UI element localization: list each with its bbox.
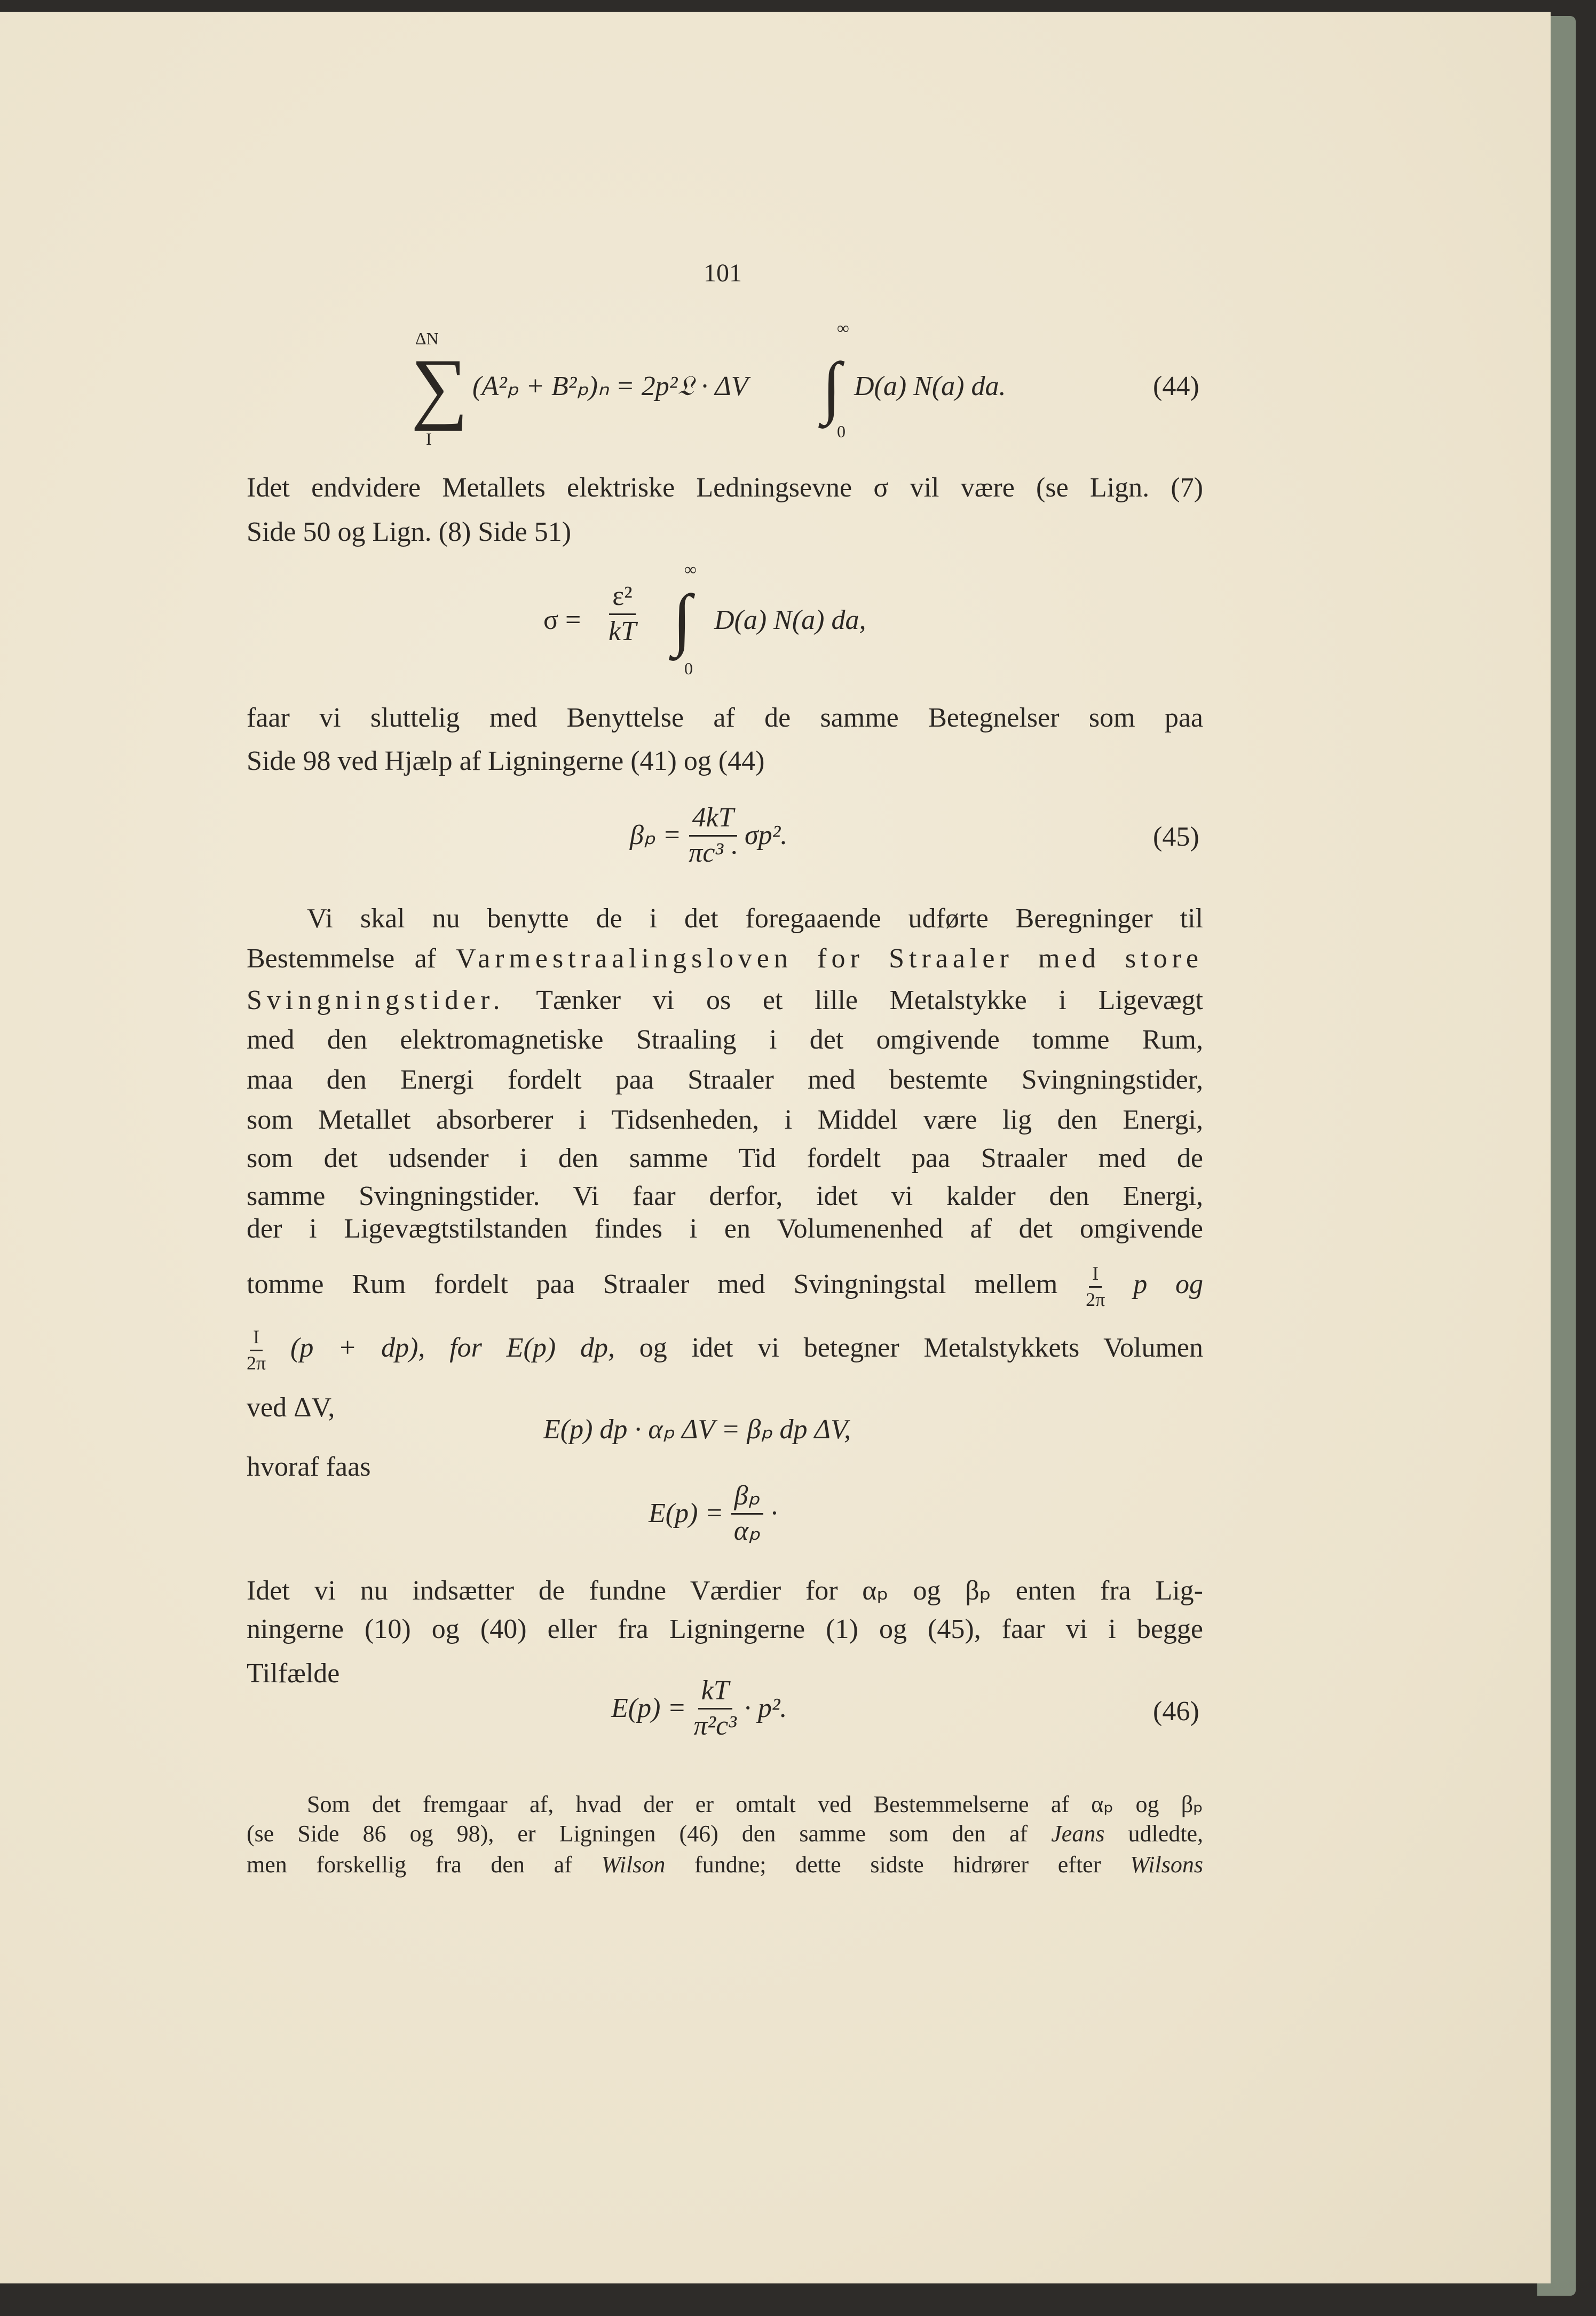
equation-rhs: σp². bbox=[745, 820, 788, 851]
equation-number: (45) bbox=[1153, 822, 1199, 852]
text-line: Side 50 og Lign. (8) Side 51) bbox=[247, 517, 572, 547]
equation-rhs: · p². bbox=[744, 1693, 787, 1724]
text-line: Som det fremgaar af, hvad der er omtalt ved Bestemmelserne af αₚ og βₚ bbox=[307, 1791, 1203, 1817]
equation-lhs: (A²ₚ + B²ₚ)ₙ = 2p²𝔏 · ΔV bbox=[472, 371, 748, 401]
text-span: og idet vi betegner Metalstykkets Volumen bbox=[639, 1333, 1203, 1364]
text-span: tomme Rum fordelt paa Straaler med Svingningstal mellem bbox=[247, 1269, 1058, 1300]
equation-lhs: σ = bbox=[543, 605, 581, 635]
numerator: I bbox=[250, 1327, 263, 1351]
text-line: som det udsender i den samme Tid fordelt paa Straaler med de bbox=[247, 1143, 1203, 1173]
text-span: Tænker vi os et lille Metalstykke i Ligevægt bbox=[536, 985, 1203, 1015]
numerator: kT bbox=[698, 1676, 732, 1710]
denominator: αₚ bbox=[733, 1515, 761, 1546]
integral-symbol: ∫ bbox=[673, 581, 692, 658]
numerator: βₚ bbox=[731, 1482, 763, 1515]
text-span: udledte, bbox=[1128, 1821, 1204, 1847]
text-span: men forskellig fra den af bbox=[247, 1852, 572, 1878]
fraction bbox=[1086, 1264, 1105, 1310]
author-name: Jeans bbox=[1051, 1821, 1105, 1847]
equation-number: (44) bbox=[1153, 371, 1199, 401]
text-line: Idet endvidere Metallets elektriske Ledningsevne σ vil være (se Lign. (7) bbox=[247, 472, 1203, 503]
text-line: med den elektromagnetiske Straaling i det omgivende tomme Rum, bbox=[247, 1025, 1203, 1055]
emphasized-text: Svingningstider. bbox=[247, 985, 505, 1015]
numerator: I bbox=[1089, 1264, 1102, 1288]
equation-lhs: βₚ = bbox=[630, 820, 682, 851]
author-name: Wilson bbox=[601, 1852, 666, 1878]
text-line: maa den Energi fordelt paa Straaler med bestemte Svingningstider, bbox=[247, 1065, 1203, 1095]
text-line: ningerne (10) og (40) eller fra Ligningerne (1) og (45), faar vi i begge bbox=[247, 1614, 1203, 1644]
integrand: D(a) N(a) da. bbox=[854, 371, 1006, 401]
text-line bbox=[247, 939, 1203, 979]
page-number: 101 bbox=[704, 259, 742, 287]
text-line bbox=[247, 1818, 1203, 1849]
author-name: Wilsons bbox=[1130, 1852, 1203, 1878]
text-line bbox=[247, 1326, 1203, 1374]
text-span: Bestemmelse af bbox=[247, 943, 436, 974]
numerator: 4kT bbox=[689, 803, 737, 837]
text-line bbox=[247, 1263, 1204, 1310]
sum-upper-limit: ΔN bbox=[415, 329, 439, 348]
integral-upper-limit: ∞ bbox=[837, 318, 849, 337]
text-line: Side 98 ved Hjælp af Ligningerne (41) og (44) bbox=[247, 746, 765, 776]
text-line: ved ΔV, bbox=[247, 1392, 335, 1423]
fraction bbox=[247, 1327, 266, 1374]
text-span: fundne; dette sidste hidrører efter bbox=[694, 1852, 1101, 1878]
numerator: ε² bbox=[609, 582, 635, 615]
integrand: D(a) N(a) da, bbox=[714, 605, 866, 635]
denominator: kT bbox=[609, 616, 636, 647]
fraction bbox=[609, 582, 636, 646]
denominator: 2π bbox=[247, 1352, 266, 1374]
text-line: Tilfælde bbox=[247, 1658, 340, 1689]
text-line: der i Ligevægtstilstanden findes i en Volumenenhed af det omgivende bbox=[247, 1214, 1203, 1244]
text-span: (p + dp), for bbox=[290, 1333, 482, 1364]
denominator: πc³ · bbox=[689, 837, 737, 868]
text-line: Vi skal nu benytte de i det foregaaende udførte Beregninger til bbox=[307, 903, 1203, 934]
text-line: hvoraf faas bbox=[247, 1452, 371, 1482]
equation-energy-balance: E(p) dp · αₚ ΔV = βₚ dp ΔV, bbox=[543, 1414, 851, 1445]
emphasized-text: Varmestraalingsloven for Straaler med store bbox=[456, 943, 1203, 974]
text-line bbox=[247, 1849, 1203, 1880]
denominator: 2π bbox=[1086, 1288, 1105, 1310]
integral-lower-limit: 0 bbox=[684, 659, 693, 678]
text-span: p og bbox=[1133, 1269, 1204, 1300]
integral-upper-limit: ∞ bbox=[684, 560, 697, 579]
text-line: faar vi sluttelig med Benyttelse af de samme Betegnelser som paa bbox=[247, 703, 1203, 733]
equation-number: (46) bbox=[1153, 1696, 1199, 1727]
sum-symbol: ∑ bbox=[411, 343, 468, 431]
equation-energy-ratio bbox=[649, 1482, 778, 1546]
text-span: E(p) dp, bbox=[506, 1333, 615, 1364]
integral-lower-limit: 0 bbox=[837, 422, 846, 441]
denominator: π²c³ bbox=[693, 1710, 737, 1741]
text-line: som Metallet absorberer i Tidsenheden, i Middel være lig den Energi, bbox=[247, 1105, 1203, 1135]
equation-tail: · bbox=[770, 1498, 778, 1529]
text-line: samme Svingningstider. Vi faar derfor, idet vi kalder den Energi, bbox=[247, 1181, 1203, 1211]
equation-lhs: E(p) = bbox=[611, 1693, 686, 1724]
integral-symbol: ∫ bbox=[822, 349, 841, 426]
text-line bbox=[247, 980, 1203, 1020]
text-span: (se Side 86 og 98), er Ligningen (46) den samme som den af bbox=[247, 1821, 1028, 1847]
equation-lhs: E(p) = bbox=[649, 1498, 724, 1529]
text-line: Idet vi nu indsætter de fundne Værdier for αₚ og βₚ enten fra Lig- bbox=[247, 1575, 1203, 1606]
sum-lower-limit: I bbox=[426, 429, 432, 448]
